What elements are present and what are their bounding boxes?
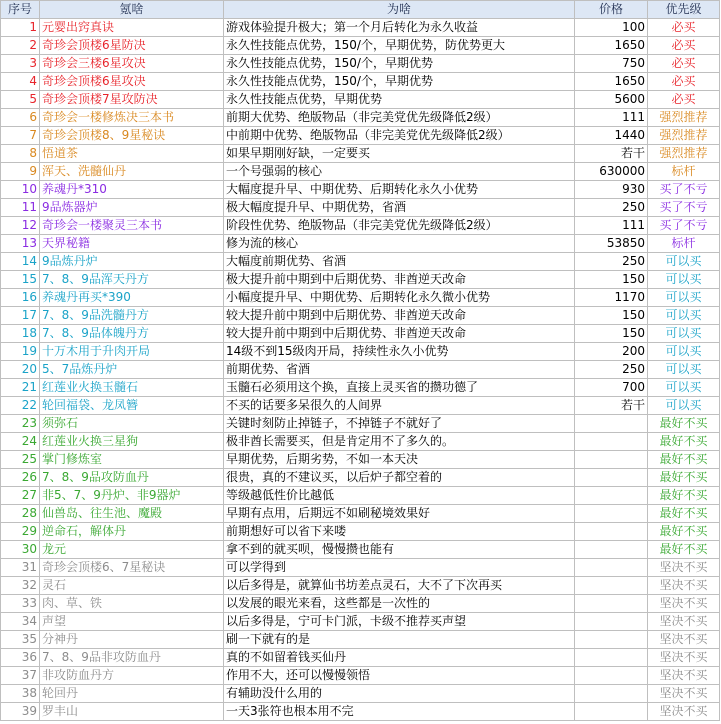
cell-reason[interactable]: 永久性技能点优势，150/个，早期优势，防优势更大 — [224, 37, 575, 55]
cell-price[interactable] — [575, 577, 648, 595]
cell-item-name[interactable]: 奇珍会顶楼7星攻防决 — [40, 91, 224, 109]
cell-priority[interactable]: 必买 — [648, 91, 720, 109]
table-row — [1, 199, 720, 217]
cell-item-name[interactable]: 9品炼丹炉 — [40, 253, 224, 271]
table-row — [1, 181, 720, 199]
cell-item-name[interactable]: 养魂丹再买*390 — [40, 289, 224, 307]
cell-index[interactable]: 29 — [1, 523, 40, 541]
cell-item-name[interactable]: 十万木用于升肉开局 — [40, 343, 224, 361]
cell-index[interactable]: 38 — [1, 685, 40, 703]
cell-priority[interactable]: 最好不买 — [648, 433, 720, 451]
cell-item-name[interactable]: 非攻防血丹方 — [40, 667, 224, 685]
cell-price[interactable]: 200 — [575, 343, 648, 361]
cell-reason[interactable]: 修为流的核心 — [224, 235, 575, 253]
cell-reason[interactable]: 永久性技能点优势，150/个，早期优势 — [224, 55, 575, 73]
cell-priority[interactable]: 坚决不买 — [648, 559, 720, 577]
cell-index[interactable]: 12 — [1, 217, 40, 235]
header-item[interactable]: 氪啥 — [40, 1, 224, 19]
cell-reason[interactable]: 早期优势，后期劣势，不如一本天决 — [224, 451, 575, 469]
cell-priority[interactable]: 最好不买 — [648, 523, 720, 541]
cell-priority[interactable]: 坚决不买 — [648, 577, 720, 595]
cell-price[interactable]: 930 — [575, 181, 648, 199]
cell-price[interactable] — [575, 541, 648, 559]
cell-reason[interactable]: 极大提升前中期到中后期优势、非酋逆天改命 — [224, 271, 575, 289]
cell-price[interactable]: 1440 — [575, 127, 648, 145]
cell-reason[interactable]: 等级越低性价比越低 — [224, 487, 575, 505]
cell-reason[interactable]: 中前期中优势、绝版物品（非完美党优先级降低2级） — [224, 127, 575, 145]
cell-reason[interactable]: 阶段性优势、绝版物品（非完美党优先级降低2级） — [224, 217, 575, 235]
cell-index[interactable]: 27 — [1, 487, 40, 505]
table-row — [1, 397, 720, 415]
cell-price[interactable]: 1650 — [575, 73, 648, 91]
cell-price[interactable]: 630000 — [575, 163, 648, 181]
cell-reason[interactable]: 如果早期刚好缺，一定要买 — [224, 145, 575, 163]
cell-priority[interactable]: 可以买 — [648, 271, 720, 289]
cell-item-name[interactable]: 奇珍会一楼聚灵三本书 — [40, 217, 224, 235]
cell-priority[interactable]: 必买 — [648, 73, 720, 91]
cell-price[interactable] — [575, 649, 648, 667]
cell-price[interactable]: 111 — [575, 217, 648, 235]
table-row — [1, 595, 720, 613]
cell-price[interactable]: 53850 — [575, 235, 648, 253]
cell-item-name[interactable]: 罗丰山 — [40, 703, 224, 721]
cell-index[interactable]: 37 — [1, 667, 40, 685]
cell-priority[interactable]: 最好不买 — [648, 415, 720, 433]
cell-item-name[interactable]: 9品炼器炉 — [40, 199, 224, 217]
cell-index[interactable]: 9 — [1, 163, 40, 181]
cell-reason[interactable]: 玉髓石必须用这个换，直接上灵买省的攒功德了 — [224, 379, 575, 397]
cell-priority[interactable]: 最好不买 — [648, 505, 720, 523]
cell-item-name[interactable]: 肉、草、铁 — [40, 595, 224, 613]
table-row — [1, 505, 720, 523]
cell-price[interactable] — [575, 595, 648, 613]
cell-index[interactable]: 17 — [1, 307, 40, 325]
cell-priority[interactable]: 强烈推荐 — [648, 145, 720, 163]
cell-price[interactable] — [575, 667, 648, 685]
cell-index[interactable]: 14 — [1, 253, 40, 271]
cell-index[interactable]: 5 — [1, 91, 40, 109]
cell-reason[interactable]: 可以学得到 — [224, 559, 575, 577]
table-row — [1, 271, 720, 289]
table-row — [1, 559, 720, 577]
cell-reason[interactable]: 有辅助没什么用的 — [224, 685, 575, 703]
cell-index[interactable]: 8 — [1, 145, 40, 163]
cell-reason[interactable]: 刷一下就有的是 — [224, 631, 575, 649]
table-row — [1, 667, 720, 685]
table-row — [1, 703, 720, 721]
table-row — [1, 91, 720, 109]
cell-item-name[interactable]: 养魂丹*310 — [40, 181, 224, 199]
cell-price[interactable]: 若干 — [575, 397, 648, 415]
table-row — [1, 451, 720, 469]
header-index[interactable]: 序号 — [1, 1, 40, 19]
cell-price[interactable] — [575, 559, 648, 577]
table-row — [1, 685, 720, 703]
cell-item-name[interactable]: 灵石 — [40, 577, 224, 595]
cell-priority[interactable]: 坚决不买 — [648, 649, 720, 667]
cell-priority[interactable]: 坚决不买 — [648, 703, 720, 721]
header-price[interactable]: 价格 — [575, 1, 648, 19]
table-row — [1, 307, 720, 325]
cell-priority[interactable]: 可以买 — [648, 379, 720, 397]
cell-item-name[interactable]: 奇珍会一楼修炼决三本书 — [40, 109, 224, 127]
cell-reason[interactable]: 前期想好可以省下来喽 — [224, 523, 575, 541]
cell-index[interactable]: 34 — [1, 613, 40, 631]
cell-reason[interactable]: 前期大优势、绝版物品（非完美党优先级降低2级） — [224, 109, 575, 127]
cell-reason[interactable]: 拿不到的就买呗，慢慢攒也能有 — [224, 541, 575, 559]
cell-index[interactable]: 33 — [1, 595, 40, 613]
cell-index[interactable]: 39 — [1, 703, 40, 721]
cell-price[interactable] — [575, 451, 648, 469]
cell-item-name[interactable]: 浑天、洗髓仙丹 — [40, 163, 224, 181]
cell-price[interactable]: 250 — [575, 361, 648, 379]
cell-price[interactable] — [575, 487, 648, 505]
cell-reason[interactable]: 14级不到15级肉开局，持续性永久小优势 — [224, 343, 575, 361]
cell-priority[interactable]: 坚决不买 — [648, 685, 720, 703]
cell-priority[interactable]: 强烈推荐 — [648, 127, 720, 145]
cell-priority[interactable]: 可以买 — [648, 397, 720, 415]
cell-priority[interactable]: 坚决不买 — [648, 667, 720, 685]
cell-priority[interactable]: 最好不买 — [648, 541, 720, 559]
table-row — [1, 19, 720, 37]
cell-reason[interactable]: 关键时刻防止掉链子，不掉链子不就好了 — [224, 415, 575, 433]
table-row — [1, 73, 720, 91]
cell-item-name[interactable]: 奇珍会顶楼6星防决 — [40, 37, 224, 55]
cell-index[interactable]: 16 — [1, 289, 40, 307]
cell-item-name[interactable]: 7、8、9品浑天丹方 — [40, 271, 224, 289]
table-row — [1, 469, 720, 487]
cell-price[interactable]: 111 — [575, 109, 648, 127]
cell-index[interactable]: 7 — [1, 127, 40, 145]
cell-reason[interactable]: 早期有点用，后期远不如刷秘境效果好 — [224, 505, 575, 523]
cell-item-name[interactable]: 仙兽岛、往生池、魔殿 — [40, 505, 224, 523]
table-row — [1, 343, 720, 361]
cell-price[interactable] — [575, 703, 648, 721]
cell-item-name[interactable]: 逆命石，解体丹 — [40, 523, 224, 541]
cell-priority[interactable]: 强烈推荐 — [648, 109, 720, 127]
cell-item-name[interactable]: 奇珍会顶楼6、7星秘诀 — [40, 559, 224, 577]
cell-reason[interactable]: 永久性技能点优势，早期优势 — [224, 91, 575, 109]
cell-index[interactable]: 1 — [1, 19, 40, 37]
cell-item-name[interactable]: 分神丹 — [40, 631, 224, 649]
cell-item-name[interactable]: 非5、7、9丹炉、非9器炉 — [40, 487, 224, 505]
cell-price[interactable] — [575, 505, 648, 523]
table-row — [1, 217, 720, 235]
table-row — [1, 361, 720, 379]
cell-reason[interactable]: 较大提升前中期到中后期优势、非酋逆天改命 — [224, 307, 575, 325]
cell-item-name[interactable]: 红莲业火换玉髓石 — [40, 379, 224, 397]
cell-item-name[interactable]: 轮回丹 — [40, 685, 224, 703]
table-row — [1, 289, 720, 307]
cell-reason[interactable]: 真的不如留着钱买仙丹 — [224, 649, 575, 667]
table-row — [1, 145, 720, 163]
table-row — [1, 649, 720, 667]
cell-reason[interactable]: 游戏体验提升极大；第一个月后转化为永久收益 — [224, 19, 575, 37]
cell-item-name[interactable]: 悟道茶 — [40, 145, 224, 163]
table-row — [1, 577, 720, 595]
cell-price[interactable]: 150 — [575, 271, 648, 289]
cell-priority[interactable]: 标杆 — [648, 163, 720, 181]
cell-reason[interactable]: 较大提升前中期到中后期优势、非酋逆天改命 — [224, 325, 575, 343]
cell-index[interactable]: 3 — [1, 55, 40, 73]
cell-item-name[interactable]: 奇珍会顶楼6星攻决 — [40, 73, 224, 91]
cell-item-name[interactable]: 奇珍会三楼6星攻决 — [40, 55, 224, 73]
cell-price[interactable]: 1650 — [575, 37, 648, 55]
cell-index[interactable]: 26 — [1, 469, 40, 487]
cell-index[interactable]: 31 — [1, 559, 40, 577]
cell-item-name[interactable]: 7、8、9品洗髓丹方 — [40, 307, 224, 325]
table-row — [1, 109, 720, 127]
cell-reason[interactable]: 不买的话要多呆很久的人间界 — [224, 397, 575, 415]
cell-index[interactable]: 20 — [1, 361, 40, 379]
cell-price[interactable]: 100 — [575, 19, 648, 37]
cell-price[interactable] — [575, 433, 648, 451]
table-row — [1, 487, 720, 505]
cell-price[interactable]: 150 — [575, 325, 648, 343]
cell-priority[interactable]: 可以买 — [648, 307, 720, 325]
header-row — [1, 1, 720, 19]
cell-reason[interactable]: 以后多得是，就算仙书坊差点灵石，大不了下次再买 — [224, 577, 575, 595]
cell-item-name[interactable]: 轮回福袋、龙凤簪 — [40, 397, 224, 415]
cell-index[interactable]: 13 — [1, 235, 40, 253]
cell-priority[interactable]: 最好不买 — [648, 451, 720, 469]
cell-index[interactable]: 11 — [1, 199, 40, 217]
cell-reason[interactable]: 大幅度提升早、中期优势、后期转化永久小优势 — [224, 181, 575, 199]
table-row — [1, 55, 720, 73]
cell-reason[interactable]: 前期优势、省酒 — [224, 361, 575, 379]
cell-item-name[interactable]: 元婴出窍真诀 — [40, 19, 224, 37]
cell-price[interactable]: 150 — [575, 307, 648, 325]
cell-reason[interactable]: 以发展的眼光来看，这些都是一次性的 — [224, 595, 575, 613]
table-row — [1, 37, 720, 55]
table-row — [1, 253, 720, 271]
cell-price[interactable] — [575, 415, 648, 433]
table-row — [1, 631, 720, 649]
table-row — [1, 379, 720, 397]
cell-index[interactable]: 36 — [1, 649, 40, 667]
cell-price[interactable]: 750 — [575, 55, 648, 73]
cell-index[interactable]: 24 — [1, 433, 40, 451]
cell-index[interactable]: 28 — [1, 505, 40, 523]
cell-price[interactable]: 250 — [575, 253, 648, 271]
cell-price[interactable]: 700 — [575, 379, 648, 397]
cell-priority[interactable]: 买了不亏 — [648, 181, 720, 199]
cell-index[interactable]: 23 — [1, 415, 40, 433]
cell-reason[interactable]: 极大幅度提升早、中期优势，省酒 — [224, 199, 575, 217]
cell-priority[interactable]: 最好不买 — [648, 469, 720, 487]
cell-reason[interactable]: 作用不大，还可以慢慢领悟 — [224, 667, 575, 685]
cell-index[interactable]: 35 — [1, 631, 40, 649]
cell-priority[interactable]: 标杆 — [648, 235, 720, 253]
cell-price[interactable] — [575, 685, 648, 703]
cell-priority[interactable]: 必买 — [648, 55, 720, 73]
cell-index[interactable]: 19 — [1, 343, 40, 361]
cell-index[interactable]: 6 — [1, 109, 40, 127]
cell-priority[interactable]: 可以买 — [648, 325, 720, 343]
cell-reason[interactable]: 小幅度提升早、中期优势、后期转化永久微小优势 — [224, 289, 575, 307]
cell-item-name[interactable]: 掌门修炼室 — [40, 451, 224, 469]
cell-reason[interactable]: 很贵，真的不建议买，以后炉子都空着的 — [224, 469, 575, 487]
table-row — [1, 235, 720, 253]
header-priority[interactable]: 优先级 — [648, 1, 720, 19]
table-row — [1, 163, 720, 181]
cell-price[interactable]: 1170 — [575, 289, 648, 307]
cell-priority[interactable]: 可以买 — [648, 253, 720, 271]
cell-item-name[interactable]: 5、7品炼丹炉 — [40, 361, 224, 379]
cell-price[interactable]: 若干 — [575, 145, 648, 163]
cell-reason[interactable]: 一个号强弱的核心 — [224, 163, 575, 181]
cell-index[interactable]: 4 — [1, 73, 40, 91]
cell-price[interactable] — [575, 631, 648, 649]
cell-priority[interactable]: 坚决不买 — [648, 595, 720, 613]
table-row — [1, 523, 720, 541]
cell-index[interactable]: 10 — [1, 181, 40, 199]
table-row — [1, 415, 720, 433]
cell-reason[interactable]: 一天3张符也根本用不完 — [224, 703, 575, 721]
cell-item-name[interactable]: 7、8、9品体魄丹方 — [40, 325, 224, 343]
cell-priority[interactable]: 买了不亏 — [648, 199, 720, 217]
table-row — [1, 325, 720, 343]
cell-reason[interactable]: 大幅度前期优势、省酒 — [224, 253, 575, 271]
cell-priority[interactable]: 可以买 — [648, 289, 720, 307]
table-row — [1, 613, 720, 631]
cell-index[interactable]: 30 — [1, 541, 40, 559]
cell-index[interactable]: 21 — [1, 379, 40, 397]
cell-index[interactable]: 32 — [1, 577, 40, 595]
cell-reason[interactable]: 永久性技能点优势，150/个，早期优势 — [224, 73, 575, 91]
cell-priority[interactable]: 坚决不买 — [648, 613, 720, 631]
cell-index[interactable]: 18 — [1, 325, 40, 343]
cell-priority[interactable]: 可以买 — [648, 361, 720, 379]
cell-priority[interactable]: 必买 — [648, 19, 720, 37]
cell-reason[interactable]: 以后多得是，宁可卡门派，卡级不推荐买声望 — [224, 613, 575, 631]
cell-priority[interactable]: 最好不买 — [648, 487, 720, 505]
cell-item-name[interactable]: 声望 — [40, 613, 224, 631]
cell-reason[interactable]: 极非酋长需要买，但是肯定用不了多久的。 — [224, 433, 575, 451]
cell-priority[interactable]: 可以买 — [648, 343, 720, 361]
cell-index[interactable]: 15 — [1, 271, 40, 289]
cell-item-name[interactable]: 7、8、9品非攻防血丹 — [40, 649, 224, 667]
cell-price[interactable] — [575, 613, 648, 631]
cell-item-name[interactable]: 龙元 — [40, 541, 224, 559]
cell-priority[interactable]: 必买 — [648, 37, 720, 55]
cell-price[interactable] — [575, 469, 648, 487]
cell-price[interactable] — [575, 523, 648, 541]
table-body — [1, 19, 720, 721]
cell-index[interactable]: 25 — [1, 451, 40, 469]
table-row — [1, 433, 720, 451]
cell-item-name[interactable]: 天界秘籍 — [40, 235, 224, 253]
cell-price[interactable]: 250 — [575, 199, 648, 217]
cell-item-name[interactable]: 红莲业火换三星狗 — [40, 433, 224, 451]
cell-price[interactable]: 5600 — [575, 91, 648, 109]
header-reason[interactable]: 为啥 — [224, 1, 575, 19]
table-row — [1, 127, 720, 145]
cell-item-name[interactable]: 奇珍会顶楼8、9星秘诀 — [40, 127, 224, 145]
cell-item-name[interactable]: 须弥石 — [40, 415, 224, 433]
cell-priority[interactable]: 坚决不买 — [648, 631, 720, 649]
cell-priority[interactable]: 买了不亏 — [648, 217, 720, 235]
table-row — [1, 541, 720, 559]
cell-item-name[interactable]: 7、8、9品攻防血丹 — [40, 469, 224, 487]
cell-index[interactable]: 22 — [1, 397, 40, 415]
cell-index[interactable]: 2 — [1, 37, 40, 55]
